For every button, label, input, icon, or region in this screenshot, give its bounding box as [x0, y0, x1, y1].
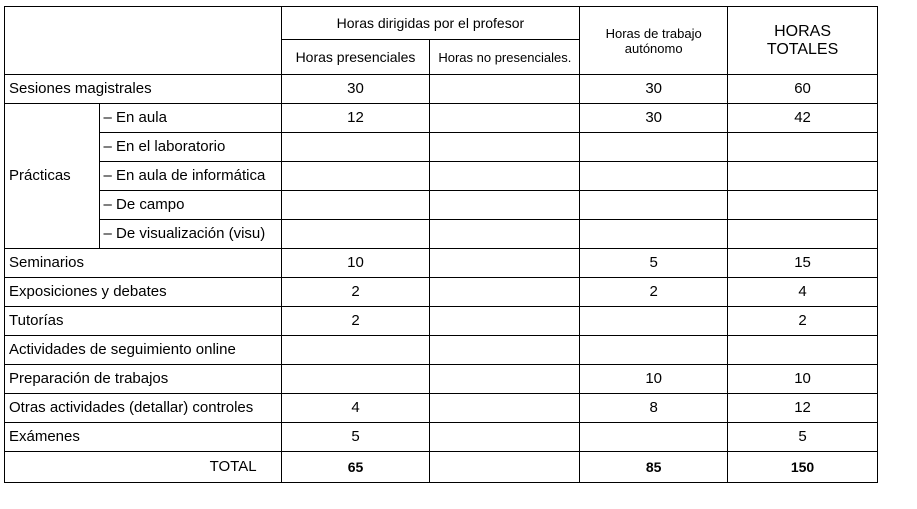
row-label: – En aula de informática — [99, 162, 281, 191]
header-corner — [5, 7, 282, 75]
cell-presenciales: 4 — [281, 394, 430, 423]
cell-total: 4 — [728, 278, 878, 307]
header-autonomo-line1: Horas de trabajo — [605, 25, 702, 41]
cell-total: 5 — [728, 423, 878, 452]
cell-no-presenciales — [430, 249, 580, 278]
cell-total: 15 — [728, 249, 878, 278]
cell-autonomo: 30 — [580, 104, 728, 133]
row-label: Tutorías — [5, 307, 282, 336]
cell-no-presenciales — [430, 104, 580, 133]
row-label: Preparación de trabajos — [5, 365, 282, 394]
cell-no-presenciales — [430, 365, 580, 394]
cell-total: 2 — [728, 307, 878, 336]
cell-total: 42 — [728, 104, 878, 133]
cell-presenciales — [281, 191, 430, 220]
row-label-text: De visualización (visu) — [116, 225, 266, 242]
header-no-presenciales: Horas no presenciales. — [430, 40, 580, 75]
cell-no-presenciales — [430, 336, 580, 365]
row-label-text: En aula — [116, 109, 167, 126]
cell-total — [728, 336, 878, 365]
cell-no-presenciales — [430, 191, 580, 220]
cell-autonomo — [580, 162, 728, 191]
row-label: – De campo — [99, 191, 281, 220]
hours-table — [4, 6, 878, 483]
table-row — [5, 249, 878, 278]
table-row — [5, 365, 878, 394]
table-row — [5, 104, 878, 133]
header-totales-line2: TOTALES — [766, 40, 839, 58]
header-autonomo-line2: autónomo — [624, 40, 683, 56]
cell-presenciales: 10 — [281, 249, 430, 278]
header-dirigidas: Horas dirigidas por el profesor — [281, 7, 580, 40]
cell-autonomo — [580, 307, 728, 336]
cell-presenciales — [281, 336, 430, 365]
cell-autonomo — [580, 191, 728, 220]
total-presenciales: 65 — [281, 452, 430, 483]
row-label: Exámenes — [5, 423, 282, 452]
cell-no-presenciales — [430, 220, 580, 249]
row-label: – En aula — [99, 104, 281, 133]
table-row — [5, 307, 878, 336]
total-total: 150 — [728, 452, 878, 483]
table-row — [5, 191, 878, 220]
row-label: Actividades de seguimiento online — [5, 336, 282, 365]
cell-presenciales: 30 — [281, 75, 430, 104]
cell-presenciales: 2 — [281, 307, 430, 336]
table-row — [5, 133, 878, 162]
total-label: TOTAL — [5, 452, 282, 483]
cell-total — [728, 191, 878, 220]
row-label: Sesiones magistrales — [5, 75, 282, 104]
cell-autonomo — [580, 336, 728, 365]
cell-no-presenciales — [430, 75, 580, 104]
cell-no-presenciales — [430, 307, 580, 336]
cell-presenciales: 12 — [281, 104, 430, 133]
cell-autonomo — [580, 220, 728, 249]
cell-presenciales — [281, 133, 430, 162]
cell-autonomo: 2 — [580, 278, 728, 307]
table-row — [5, 162, 878, 191]
cell-no-presenciales — [430, 423, 580, 452]
row-label-text: En aula de informática — [116, 167, 266, 184]
total-autonomo: 85 — [580, 452, 728, 483]
cell-total — [728, 162, 878, 191]
header-totales-line1: HORAS — [774, 22, 831, 40]
row-label: – De visualización (visu) — [99, 220, 281, 249]
table-row — [5, 336, 878, 365]
cell-autonomo — [580, 423, 728, 452]
cell-total — [728, 133, 878, 162]
total-row — [5, 452, 878, 483]
row-label: – En el laboratorio — [99, 133, 281, 162]
cell-total — [728, 220, 878, 249]
cell-autonomo: 8 — [580, 394, 728, 423]
table-row — [5, 423, 878, 452]
cell-presenciales: 5 — [281, 423, 430, 452]
table-row — [5, 220, 878, 249]
row-label: Exposiciones y debates — [5, 278, 282, 307]
cell-presenciales — [281, 162, 430, 191]
cell-no-presenciales — [430, 278, 580, 307]
cell-presenciales: 2 — [281, 278, 430, 307]
table-row — [5, 75, 878, 104]
cell-total: 12 — [728, 394, 878, 423]
row-label: Seminarios — [5, 249, 282, 278]
cell-no-presenciales — [430, 162, 580, 191]
cell-autonomo: 30 — [580, 75, 728, 104]
cell-no-presenciales — [430, 133, 580, 162]
row-label-text: De campo — [116, 196, 185, 213]
practicas-label: Prácticas — [5, 104, 100, 249]
cell-total: 60 — [728, 75, 878, 104]
cell-autonomo — [580, 133, 728, 162]
cell-presenciales — [281, 220, 430, 249]
cell-total: 10 — [728, 365, 878, 394]
cell-presenciales — [281, 365, 430, 394]
header-totales — [728, 7, 878, 75]
row-label: Otras actividades (detallar) controles — [5, 394, 282, 423]
cell-autonomo: 5 — [580, 249, 728, 278]
table-row — [5, 394, 878, 423]
cell-no-presenciales — [430, 394, 580, 423]
table-row — [5, 278, 878, 307]
cell-autonomo: 10 — [580, 365, 728, 394]
total-no-presenciales — [430, 452, 580, 483]
header-presenciales: Horas presenciales — [281, 40, 430, 75]
header-autonomo — [580, 7, 728, 75]
row-label-text: En el laboratorio — [116, 138, 226, 155]
